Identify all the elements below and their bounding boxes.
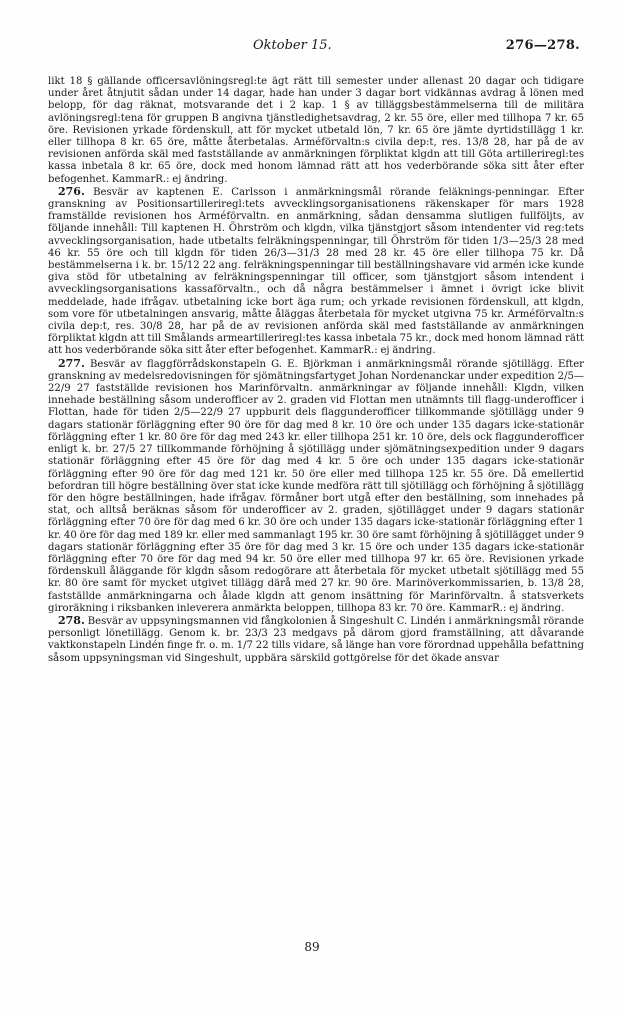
running-head-date: Oktober 15.	[253, 38, 332, 53]
page-number: 89	[304, 940, 320, 954]
paragraph-text: Besvär av flaggförrådskonstapeln G. E. Björkman i anmärkningsmål rörande sjötillägg. Efter granskning av medelsredovisningen för sjömätningsfartyget Johan Nordenanckar under expedition 2/5—22/9 27 fastställde revisionen hos Marinförvaltn. anmärkningar av följande innehåll: Klgdn, vilken innehade beställning såsom underofficer av 2. graden vid Flottan men utnämnts till flagg-underofficer i Flottan, hade för tiden 2/5—22/9 27 uppburit dels flaggunderofficer tillkommande sjötillägg under 9 dagars stationär förläggning efter 90 öre för dag med 8 kr. 10 öre och under 135 dagars icke-stationär förläggning efter 1 kr. 80 öre för dag med 243 kr. eller tillhopa 251 kr. 10 öre, dels ock flaggunderofficer enligt k. br. 27/5 27 tillkommande förhöjning å sjötillägg under sjömätningsexpedition under 9 dagars stationär förläggning efter 45 öre för dag med 4 kr. 5 öre och under 135 dagars icke-stationär förläggning efter 90 öre för dag med 121 kr. 50 öre eller med tillhopa 125 kr. 55 öre. Då emellertid befordran till högre beställning över stat icke kunde medföra rätt till sjötillägg och förhöjning å sjötillägg för den högre beställningen, hade ifrågav. förmåner bort utgå efter den beställning, som innehades på stat, och alltså beräknas såsom för underofficer av 2. graden, sjötillägget under 9 dagars stationär förläggning efter 70 öre för dag med 6 kr. 30 öre och under 135 dagars icke-stationär förläggning efter 1 kr. 40 öre för dag med 189 kr. eller med sammanlagt 195 kr. 30 öre samt förhöjning å sjötillägget under 9 dagars stationär förläggning efter 35 öre för dag med 3 kr. 15 öre och under 135 dagars icke-stationär förläggning efter 70 öre för dag med 94 kr. 50 öre eller med tillhopa 97 kr. 65 öre. Revisionen yrkade fördenskull åläggande för klgdn såsom redogörare att återbetala för mycket utbetalt sjötillägg med 55 kr. 80 öre samt för mycket utgivet tillägg därå med 27 kr. 90 öre. Marinöverkommissarien, b. 13/8 28, fastställde anmärkningarna och ålade klgdn att genom insättning för Marinförvaltn. å statsverkets giroräkning i riksbanken inleverera anmärkta beloppen, tillhopa 83 kr. 70 öre. KammarR.: ej ändring.	[48, 358, 585, 614]
running-head	[48, 38, 584, 62]
paragraph-text: Besvär av kaptenen E. Carlsson i anmärkningsmål rörande feläknings-penningar. Efter granskning av Positionsartilleriregl:tets avvecklingsorganisationens räkenskaper för mars 1928 framställde revisionen hos Arméförvaltn. en anmärkning, sådan densamma slutligen fullföljts, av följande innehåll: Till kaptenen H. Öhrström och klgdn, vilka tjänstgjort såsom intendenter vid reg:tets avvecklingsorganisation, hade utbetalts felräkningspenningar, till Öhrström för tiden 1/3—25/3 28 med 46 kr. 55 öre och till klgdn för tiden 26/3—31/3 28 med 28 kr. 45 öre eller tillhopa 75 kr. Då bestämmelserna i k. br. 15/12 22 ang. felräkningspenningar till beställningshavare vid armén icke kunde giva stöd för utbetalning av felräkningspenningar till officer, som tjänstgjort såsom intendent i avvecklingsorganisations kassaförvaltn., och då några bestämmelser i ämnet i övrigt icke blivit meddelade, hade ifrågav. utbetalning icke bort äga rum; och yrkade revisionen fördenskull, att klgdn, som vore för utbetalningen ansvarig, måtte åläggas återbetala för mycket utgivna 75 kr. Arméförvaltn:s civila dep:t, res. 30/8 28, har på de av revisionen anförda skäl med fastställande av anmärkningen förpliktat klgdn att till Smålands armeartilleriregl:tes kassa inbetala 75 kr., dock med honom lämnad rätt att hos vederbörande söka sitt åter efter befogenhet. KammarR.: ej ändring.	[48, 186, 584, 357]
section-number: 278.	[58, 613, 85, 627]
paragraph-277	[48, 358, 584, 615]
paragraph-276	[48, 186, 584, 358]
paragraph-continuation	[48, 76, 584, 186]
body-text	[48, 76, 584, 665]
running-head-section-range: 276—278.	[505, 38, 580, 53]
section-number: 276.	[58, 184, 85, 198]
paragraph-278	[48, 615, 584, 665]
page	[48, 38, 584, 665]
paragraph-text: likt 18 § gällande officersavlöningsregl:te ägt rätt till semester under allenast 20 dagar och tidigare under året åtnjutit sådan under 14 dagar, hade han under 3 dagar bort vidkännas avdrag å lönen med belopp, för dag räknat, motsvarande det i 2 kap. 1 § av tilläggsbestämmelserna till de militära avlöningsregl:tena för gruppen B angivna tjänstledighetsavdrag, 2 kr. 55 öre, eller med tillhopa 7 kr. 65 öre. Revisionen yrkade fördenskull, att för mycket utbetald lön, 7 kr. 65 öre jämte dyrtidstillägg 1 kr. eller tillhopa 8 kr. 65 öre, måtte återbetalas. Arméförvaltn:s civila dep:t, res. 13/8 28, har på de av revisionen anförda skäl med fastställande av anmärkningen förpliktat klgdn att till Göta artilleriregl:tes kassa inbetala 8 kr. 65 öre, dock med honom lämnad rätt att hos vederbörande söka sitt åter efter befogenhet. KammarR.: ej ändring.	[48, 76, 584, 185]
paragraph-text: Besvär av uppsyningsmannen vid fångkolonien å Singeshult C. Lindén i anmärkningsmål rörande personligt lönetillägg. Genom k. br. 23/3 23 medgavs på därom gjord framställning, att dåvarande vaktkonstapeln Lindén finge fr. o. m. 1/7 22 tills vidare, så länge han vore förordnad uppehålla befattning såsom uppsyningsman vid Singeshult, uppbära särskild gottgörelse för det ökade ansvar	[48, 615, 584, 664]
section-number: 277.	[58, 356, 85, 370]
